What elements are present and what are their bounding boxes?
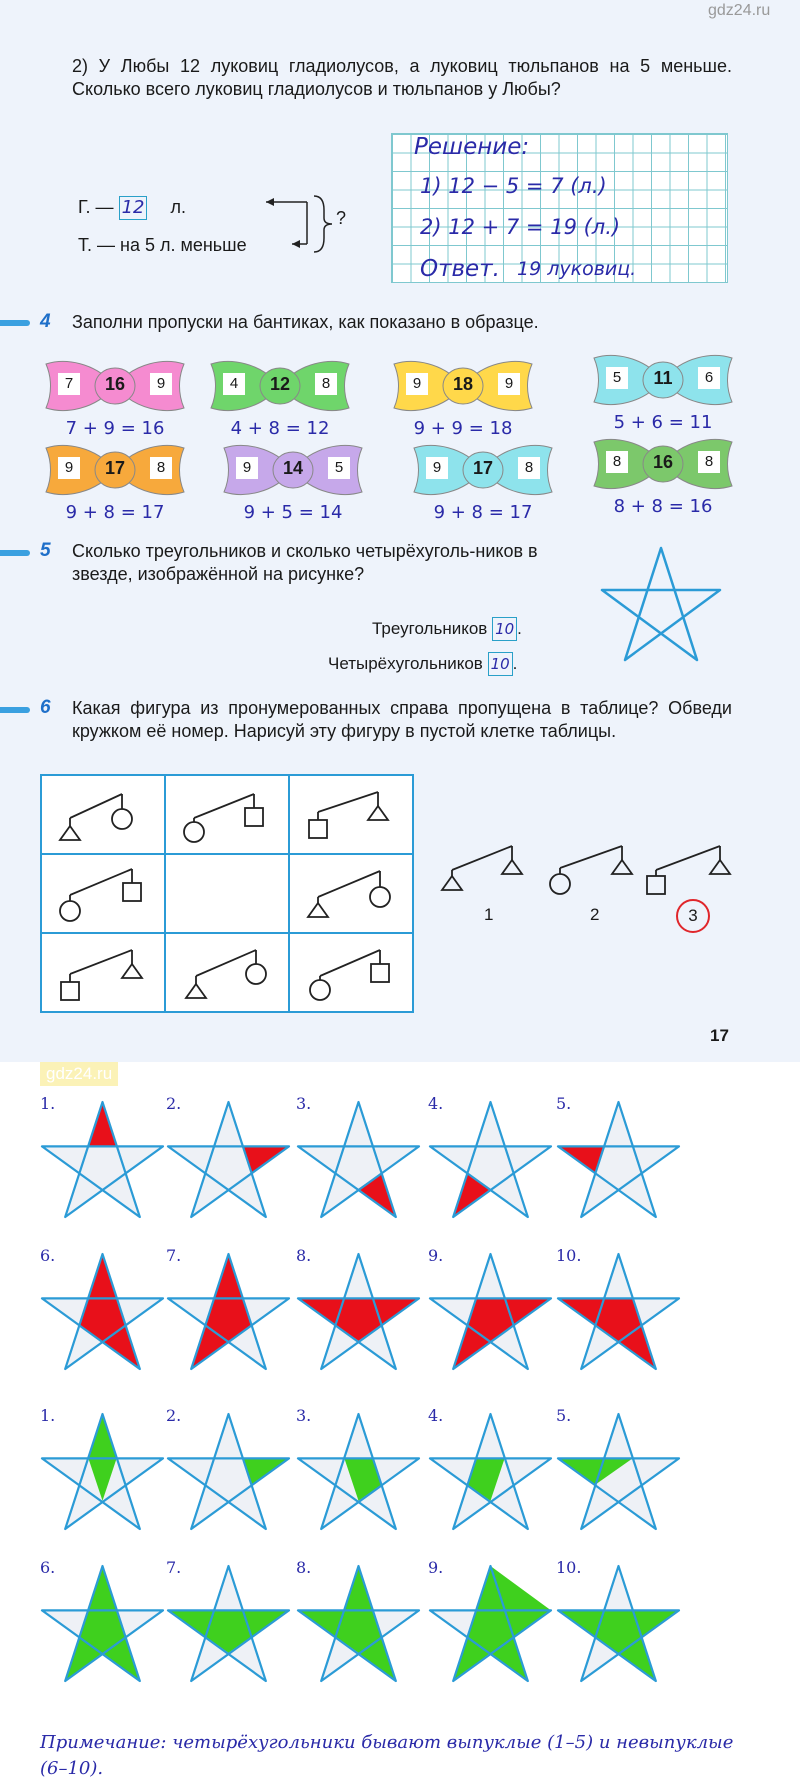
star-1 [166,1408,291,1533]
task4-prompt: Заполни пропуски на бантиках, как показано в образце. [72,312,539,332]
bow-1 [40,356,190,439]
bow-4 [588,350,738,433]
fig-cell-empty[interactable] [165,854,289,933]
bow-right-number: 9 [150,373,172,395]
watermark-label: gdz24.ru [40,1062,118,1086]
bow-5 [40,440,190,523]
star-label: 5. [556,1094,572,1113]
scheme-line-t: Т. — на 5 л. меньше [78,235,247,255]
fig-cell [289,775,413,854]
task6-tab [0,707,30,713]
star-2 [296,1096,421,1221]
scheme-line-g: Г. — 12 л. [78,197,187,218]
answer-label: Ответ. [420,256,500,282]
fig-cell [41,775,165,854]
task6-number: 6 [40,697,51,718]
fig-cell [289,854,413,933]
balance-tri-circle [166,934,288,1006]
star-label: 7. [166,1246,182,1265]
triangles-row: Треугольников 10 . [372,617,522,641]
option-label-2[interactable]: 2 [590,905,600,924]
bow-left-number: 7 [58,373,80,395]
answer-value: 19 луковиц. [517,258,637,280]
highlighted-shape [558,1610,679,1681]
star-label: 4. [428,1094,444,1113]
bow-center-number: 18 [452,374,474,394]
balance-circle-square [42,855,164,927]
balance-square-tri [290,776,412,848]
bow-right-number: 8 [518,457,540,479]
star-5 [40,1248,165,1373]
task4-number: 4 [40,311,51,332]
star-9 [556,1248,681,1373]
scheme-question: ? [336,208,347,228]
bow-left-number: 9 [236,457,258,479]
solution-line-2: 2) 12 + 7 = 19 (л.) [420,215,621,239]
bow-equation: 9 + 8 = 17 [433,502,533,523]
star-1 [166,1096,291,1221]
option-label-1[interactable]: 1 [484,905,494,924]
star-4 [556,1096,681,1221]
note: Примечание: четырёхугольники бывают выпуклые (1–5) и невыпуклые (6–10). [40,1732,734,1779]
bow-3 [388,356,538,439]
balance-tri-circle [42,776,164,848]
quads-row: Четырёхугольников 10 . [328,652,517,676]
star-6 [166,1560,291,1685]
task6-prompt: Какая фигура из пронумерованных справа пропущена в таблице? Обведи кружком её номер. Нарисуй эту фигуру в пустой клетке таблицы. [72,698,732,741]
bow-left-number: 9 [406,373,428,395]
solution-line-1: 1) 12 − 5 = 7 (л.) [420,174,607,198]
star-7 [296,1560,421,1685]
bow-right-number: 5 [328,457,350,479]
balance-circle-square [290,934,412,1006]
bow-equation: 9 + 9 = 18 [413,418,513,439]
star-label: 5. [556,1406,572,1425]
page-number: 17 [710,1026,729,1045]
option-label-3-circled[interactable]: 3 [676,899,710,933]
bow-center-number: 16 [104,374,126,394]
star-label: 4. [428,1406,444,1425]
balance-tri-circle [290,855,412,927]
bow-equation: 5 + 6 = 11 [613,412,713,433]
star-label: 8. [296,1246,312,1265]
bow-equation: 8 + 8 = 16 [613,496,713,517]
star-label: 2. [166,1406,182,1425]
figures-table [40,774,414,1013]
bow-8 [588,434,738,517]
star-5 [40,1560,165,1685]
star-label: 3. [296,1406,312,1425]
star-label: 10. [556,1558,582,1577]
bow-equation: 9 + 8 = 17 [65,502,165,523]
star-label: 6. [40,1246,56,1265]
balance-circle-square [166,776,288,848]
star-label: 9. [428,1558,444,1577]
star-7 [296,1248,421,1373]
quads-answer: 10 [488,652,513,676]
bow-left-number: 4 [223,373,245,395]
fig-cell [165,775,289,854]
star-3 [428,1408,553,1533]
bow-equation: 7 + 9 = 16 [65,418,165,439]
task5-star [594,542,729,672]
solution-title: Решение: [414,134,530,160]
star-label: 8. [296,1558,312,1577]
highlighted-shape [88,1102,116,1146]
task5-tab [0,550,30,556]
bow-right-number: 8 [698,451,720,473]
star-label: 10. [556,1246,582,1265]
star-8 [428,1248,553,1373]
star-3 [428,1096,553,1221]
star-label: 1. [40,1094,56,1113]
bow-left-number: 5 [606,367,628,389]
bow-center-number: 17 [104,458,126,478]
star-label: 3. [296,1094,312,1113]
star-2 [296,1408,421,1533]
triangles-answer: 10 [492,617,517,641]
fig-cell [41,933,165,1012]
fig-cell [289,933,413,1012]
bow-center-number: 14 [282,458,304,478]
highlighted-shape [168,1610,289,1652]
bow-7 [408,440,558,523]
star-6 [166,1248,291,1373]
bow-right-number: 8 [150,457,172,479]
bow-6 [218,440,368,523]
bow-center-number: 17 [472,458,494,478]
fig-cell [165,933,289,1012]
star-0 [40,1408,165,1533]
star-4 [556,1408,681,1533]
g-value-box: 12 [119,196,148,220]
star-0 [40,1096,165,1221]
bow-left-number: 9 [58,457,80,479]
bow-right-number: 9 [498,373,520,395]
star-8 [428,1560,553,1685]
bow-equation: 9 + 5 = 14 [243,502,343,523]
star-label: 6. [40,1558,56,1577]
star-label: 1. [40,1406,56,1425]
bow-equation: 4 + 8 = 12 [230,418,330,439]
bow-center-number: 16 [652,452,674,472]
star-9 [556,1560,681,1685]
bow-left-number: 8 [606,451,628,473]
star-label: 2. [166,1094,182,1113]
bow-left-number: 9 [426,457,448,479]
highlighted-shape [298,1298,419,1340]
bow-right-number: 6 [698,367,720,389]
bow-center-number: 11 [653,368,673,388]
task3-problem: 2) У Любы 12 луковиц гладиолусов, а луковиц тюльпанов на 5 меньше. Сколько всего луковиц гладиолусов и тюльпанов у Любы? [72,56,732,99]
task5-number: 5 [40,540,51,561]
task4-tab [0,320,30,326]
star-label: 7. [166,1558,182,1577]
task5-prompt: Сколько треугольников и сколько четырёхуголь-ников в звезде, изображённой на рисунке? [72,541,538,584]
fig-cell [41,854,165,933]
balance-square-tri [42,934,164,1006]
bow-right-number: 8 [315,373,337,395]
watermark-top: gdz24.ru [708,2,771,19]
bow-center-number: 12 [269,374,291,394]
bow-2 [205,356,355,439]
star-label: 9. [428,1246,444,1265]
